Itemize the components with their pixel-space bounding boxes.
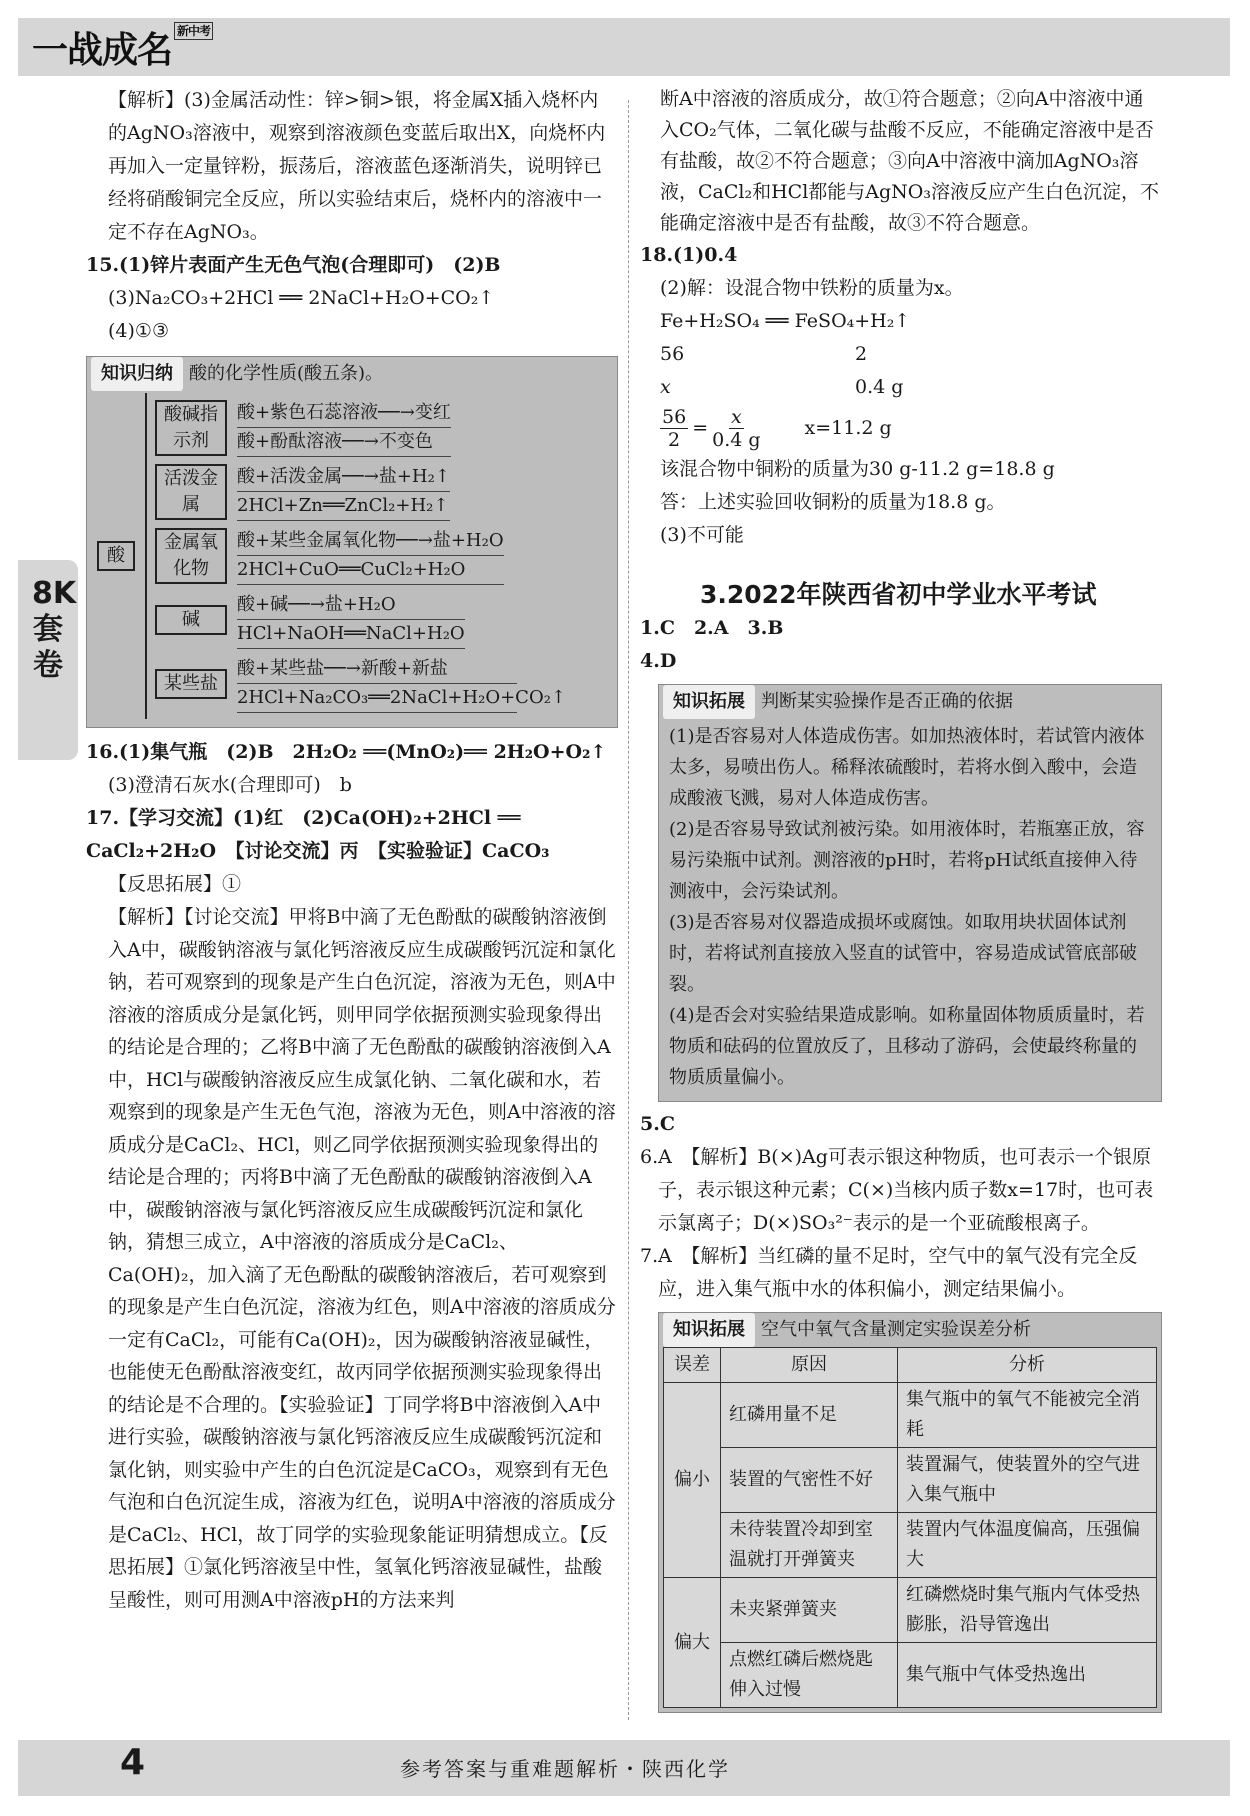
brand-logo: 一战成名 $^{新中考}$ — [32, 22, 213, 73]
q16-line1: 16.(1)集气瓶 (2)B 2H₂O₂ ══(MnO₂)══ 2H₂O+O₂↑ — [86, 741, 607, 763]
branch-metal-oxide — [155, 527, 517, 585]
table-cell: 集气瓶中的氧气不能被完全消耗 — [898, 1383, 1157, 1448]
table-cell: 红磷燃烧时集气瓶内气体受热膨胀，沿导管逸出 — [898, 1578, 1157, 1643]
error-group: 偏小 — [664, 1383, 721, 1578]
extension-title: 判断某实验操作是否正确的依据 — [761, 691, 1013, 712]
knowledge-extension-box-2 — [658, 1312, 1162, 1713]
branch-label: 活泼金属 — [155, 464, 227, 520]
branch-base — [155, 591, 517, 649]
q17-line1: 17.【学习交流】(1)红 (2)Ca(OH)₂+2HCl ══ CaCl₂+2H₂O 【讨论交流】丙 【实验验证】CaCO₃ — [86, 807, 550, 862]
left-column — [86, 84, 616, 1616]
table-cell: 装置漏气，使装置外的空气进入集气瓶中 — [898, 1448, 1157, 1513]
extension-para: (1)是否容易对人体造成伤害。如加热液体时，若试管内液体太多，易喷出伤人。稀释浓硫酸时，若将水倒入酸中，会造成酸液飞溅，易对人体造成伤害。 — [669, 726, 1145, 809]
table-cell: 未夹紧弹簧夹 — [721, 1578, 898, 1643]
branch-line: 酸+活泼金属──→盐+H₂↑ — [237, 463, 450, 492]
q17-continued: 断A中溶液的溶质成分，故①符合题意；②向A中溶液中通入CO₂气体，二氧化碳与盐酸不反应，不能确定溶液中是否有盐酸，故②不符合题意；③向A中溶液中滴加AgNO₃溶液，CaCl₂和HCl都能与AgNO₃溶液反应产生白色沉淀，不能确定溶液中是否有盐酸，故③不符合题意。 — [660, 88, 1159, 234]
branch-salt — [155, 655, 567, 713]
table-header: 原因 — [721, 1348, 898, 1383]
branch-line: 酸+碱──→盐+H₂O — [237, 591, 465, 620]
q18-mass-row1: 56 2 — [660, 343, 868, 365]
copper-mass: 该混合物中铜粉的质量为30 g-11.2 g=18.8 g — [660, 458, 1055, 480]
table-cell: 装置的气密性不好 — [721, 1448, 898, 1513]
branch-label: 酸碱指示剂 — [155, 400, 227, 456]
q14-analysis: 【解析】(3)金属活动性：锌>铜>银，将金属X插入烧杯内的AgNO₃溶液中，观察到溶液颜色变蓝后取出X，向烧杯内再加入一定量锌粉，振荡后，溶液蓝色逐渐消失，说明锌已经将硝酸铜完全反应，所以实验结束后，烧杯内的溶液中一定不存在AgNO₃。 — [108, 89, 606, 243]
branch-line: 酸+某些金属氧化物──→盐+H₂O — [237, 527, 504, 556]
side-tab: 8K套卷 — [18, 560, 78, 760]
table-header-row — [664, 1348, 1157, 1383]
table-cell: 未待装置冷却到室温就打开弹簧夹 — [721, 1513, 898, 1578]
q18-mass-row2: x 0.4 g — [660, 376, 904, 398]
footer-title: 参考答案与重难题解析・陕西化学 — [400, 1757, 730, 1781]
table-cell: 红磷用量不足 — [721, 1383, 898, 1448]
extension-para: (2)是否容易导致试剂被污染。如用液体时，若瓶塞正放，容易污染瓶中试剂。测溶液的pH时，若将pH试纸直接伸入待测液中，会污染试剂。 — [669, 819, 1145, 902]
branch-active-metal — [155, 463, 517, 521]
table-cell: 集气瓶中气体受热逸出 — [898, 1643, 1157, 1708]
knowledge-summary-box — [86, 356, 618, 728]
extension-para: (3)是否容易对仪器造成损坏或腐蚀。如取用块状固体试剂时，若将试剂直接放入竖直的试管中，容易造成试管底部破裂。 — [669, 912, 1137, 995]
table-row — [664, 1578, 1157, 1643]
branch-line: 2HCl+Zn══ZnCl₂+H₂↑ — [237, 492, 450, 521]
table-header: 误差 — [664, 1348, 721, 1383]
extension-title: 空气中氧气含量测定实验误差分析 — [761, 1319, 1031, 1340]
answer-line: 答：上述实验回收铜粉的质量为18.8 g。 — [660, 491, 1006, 513]
q17-analysis: 【解析】【讨论交流】甲将B中滴了无色酚酞的碳酸钠溶液倒入A中，碳酸钠溶液与氯化钙溶液反应生成碳酸钙沉淀和氯化钠，若可观察到的现象是产生白色沉淀，溶液为无色，则A中溶液的溶质成分是氯化钙，则甲同学依据预测实验现象得出的结论是合理的；乙将B中滴了无色酚酞的碳酸钠溶液倒入A中，HCl与碳酸钠溶液反应生成氯化钠、二氧化碳和水，若观察到的现象是产生无色气泡，溶液为无色，则A中溶液的溶质成分是CaCl₂、HCl，则乙同学依据预测实验现象得出的结论是合理的；丙将B中滴了无色酚酞的碳酸钠溶液倒入A中，碳酸钠溶液与氯化钙溶液反应生成碳酸钙沉淀和氯化钠，猜想三成立，A中溶液的溶质成分是CaCl₂、Ca(OH)₂，加入滴了无色酚酞的碳酸钠溶液后，若可观察到的现象是产生白色沉淀，溶液为红色，则A中溶液的溶质成分一定有CaCl₂，可能有Ca(OH)₂，因为碳酸钠溶液显碱性，也能使无色酚酞溶液变红，故丙同学依据预测实验现象得出的结论是不合理的。【实验验证】丁同学将B中溶液倒入A中进行实验，碳酸钠溶液与氯化钙溶液反应生成碳酸钙沉淀和氯化钠，则实验中产生的白色沉淀是CaCO₃，观察到有无色气泡和白色沉淀生成，溶液为红色，说明A中溶液的溶质成分是CaCl₂、HCl，故丁同学的实验现象能证明猜想成立。【反思拓展】①氯化钙溶液呈中性，氢氧化钙溶液显碱性，盐酸呈酸性，则可用测A中溶液pH的方法来判 — [108, 906, 616, 1611]
branch-line: HCl+NaOH══NaCl+H₂O — [237, 620, 465, 649]
extension-para: (4)是否会对实验结果造成影响。如称量固体物质质量时，若物质和砝码的位置放反了，且移动了游码，会使最终称量的物质质量偏小。 — [669, 1005, 1145, 1088]
q6-answer: 6.A 【解析】B(×)Ag可表示银这种物质，也可表示一个银原子，表示银这种元素；C(×)当核内质子数x=17时，也可表示氯离子；D(×)SO₃²⁻表示的是一个亚硫酸根离子。 — [640, 1146, 1154, 1234]
acid-root-label: 酸 — [97, 541, 135, 571]
table-row — [664, 1513, 1157, 1578]
branch-line: 酸+某些盐──→新酸+新盐 — [237, 655, 517, 684]
q15-line1: 15.(1)锌片表面产生无色气泡(合理即可) (2)B — [86, 254, 501, 276]
branch-indicator — [155, 399, 517, 457]
extension-tag: 知识拓展 — [663, 1313, 755, 1347]
right-column-lower — [640, 612, 1162, 1713]
table-row — [664, 1383, 1157, 1448]
branch-label: 某些盐 — [155, 669, 227, 699]
q16-line3: (3)澄清石灰水(合理即可) b — [108, 774, 352, 796]
section-title: 3.2022年陕西省初中学业水平考试 — [700, 580, 1097, 609]
mc-answers-1: 1.C 2.A 3.B — [640, 617, 784, 639]
branch-label: 金属氧化物 — [155, 528, 227, 584]
q5-answer: 5.C — [640, 1113, 675, 1135]
table-cell: 装置内气体温度偏高，压强偏大 — [898, 1513, 1157, 1578]
q17-line2: 【反思拓展】① — [108, 873, 242, 895]
right-column — [640, 84, 1162, 552]
branch-line: 酸+酚酞溶液──→不变色 — [237, 428, 451, 457]
table-row — [664, 1643, 1157, 1708]
extension-tag: 知识拓展 — [663, 685, 755, 719]
table-cell: 点燃红磷后燃烧匙伸入过慢 — [721, 1643, 898, 1708]
error-group: 偏大 — [664, 1578, 721, 1708]
error-analysis-table — [663, 1347, 1157, 1708]
table-header: 分析 — [898, 1348, 1157, 1383]
column-divider — [628, 100, 629, 1720]
knowledge-title: 酸的化学性质(酸五条)。 — [189, 363, 384, 384]
q18-equation: Fe+H₂SO₄ ══ FeSO₄+H₂↑ — [660, 310, 911, 332]
mc-answer-4: 4.D — [640, 650, 677, 672]
q15-line4: (4)①③ — [108, 320, 169, 342]
table-row — [664, 1448, 1157, 1513]
q18-line1: 18.(1)0.4 — [640, 244, 738, 266]
q18-line2: (2)解：设混合物中铁粉的质量为x。 — [660, 277, 964, 299]
q15-line3: (3)Na₂CO₃+2HCl ══ 2NaCl+H₂O+CO₂↑ — [108, 287, 495, 309]
branch-line: 2HCl+CuO══CuCl₂+H₂O — [237, 556, 504, 585]
q7-answer: 7.A 【解析】当红磷的量不足时，空气中的氧气没有完全反应，进入集气瓶中水的体积偏小，测定结果偏小。 — [640, 1245, 1138, 1300]
branch-line: 2HCl+Na₂CO₃══2NaCl+H₂O+CO₂↑ — [237, 684, 517, 713]
q18-line3: (3)不可能 — [660, 524, 744, 546]
page-number: 4 — [120, 1742, 146, 1783]
knowledge-tag: 知识归纳 — [91, 357, 183, 391]
knowledge-extension-box-1 — [658, 684, 1162, 1102]
branch-label: 碱 — [155, 605, 227, 635]
branch-line: 酸+紫色石蕊溶液──→变红 — [237, 399, 451, 428]
q18-fraction: $\frac{56}{2}$ = $\frac{x}{0.4 g}$ x=11.2 g — [662, 406, 892, 451]
